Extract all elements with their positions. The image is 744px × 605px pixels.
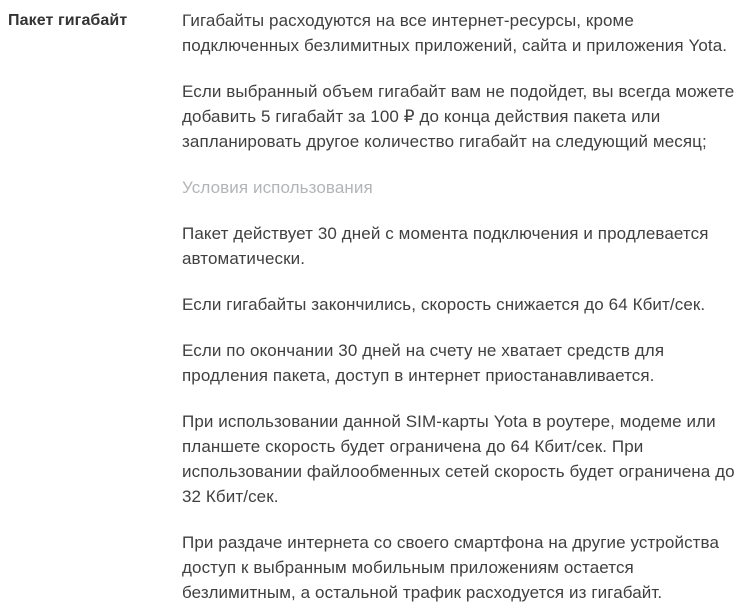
usage-paragraph: Если по окончании 30 дней на счету не хватает средств для продления пакета, доступ в интернет приостанавливается. (182, 341, 665, 385)
intro-paragraph: Если выбранный объем гигабайт вам не подойдет, вы всегда можете добавить 5 гигабайт за 100 ₽ до конца действия пакета или запланировать другое количество гигабайт на следующий месяц; (182, 82, 735, 151)
usage-paragraph: Пакет действует 30 дней с момента подключения и продлевается автоматически. (182, 224, 709, 268)
term-column (8, 8, 182, 30)
usage-paragraph: Если гигабайты закончились, скорость снижается до 64 Кбит/сек. (182, 295, 706, 314)
section-term-title: Пакет гигабайт (8, 12, 128, 29)
definition-column (182, 8, 740, 605)
usage-conditions-heading: Условия использования (182, 178, 373, 197)
intro-paragraph: Гигабайты расходуются на все интернет-ресурсы, кроме подключенных безлимитных приложений, сайта и приложения Yota. (182, 11, 728, 55)
usage-paragraph: При использовании данной SIM-карты Yota в роутере, модеме или планшете скорость будет ограничена до 64 Кбит/сек. При использовании файлообменных сетей скорость будет ограничена до 32 Кбит/сек. (182, 412, 735, 506)
usage-paragraph: При раздаче интернета со своего смартфона на другие устройства доступ к выбранным мобильным приложениям остается безлимитным, а остальной трафик расходуется из гигабайт. (182, 533, 720, 602)
